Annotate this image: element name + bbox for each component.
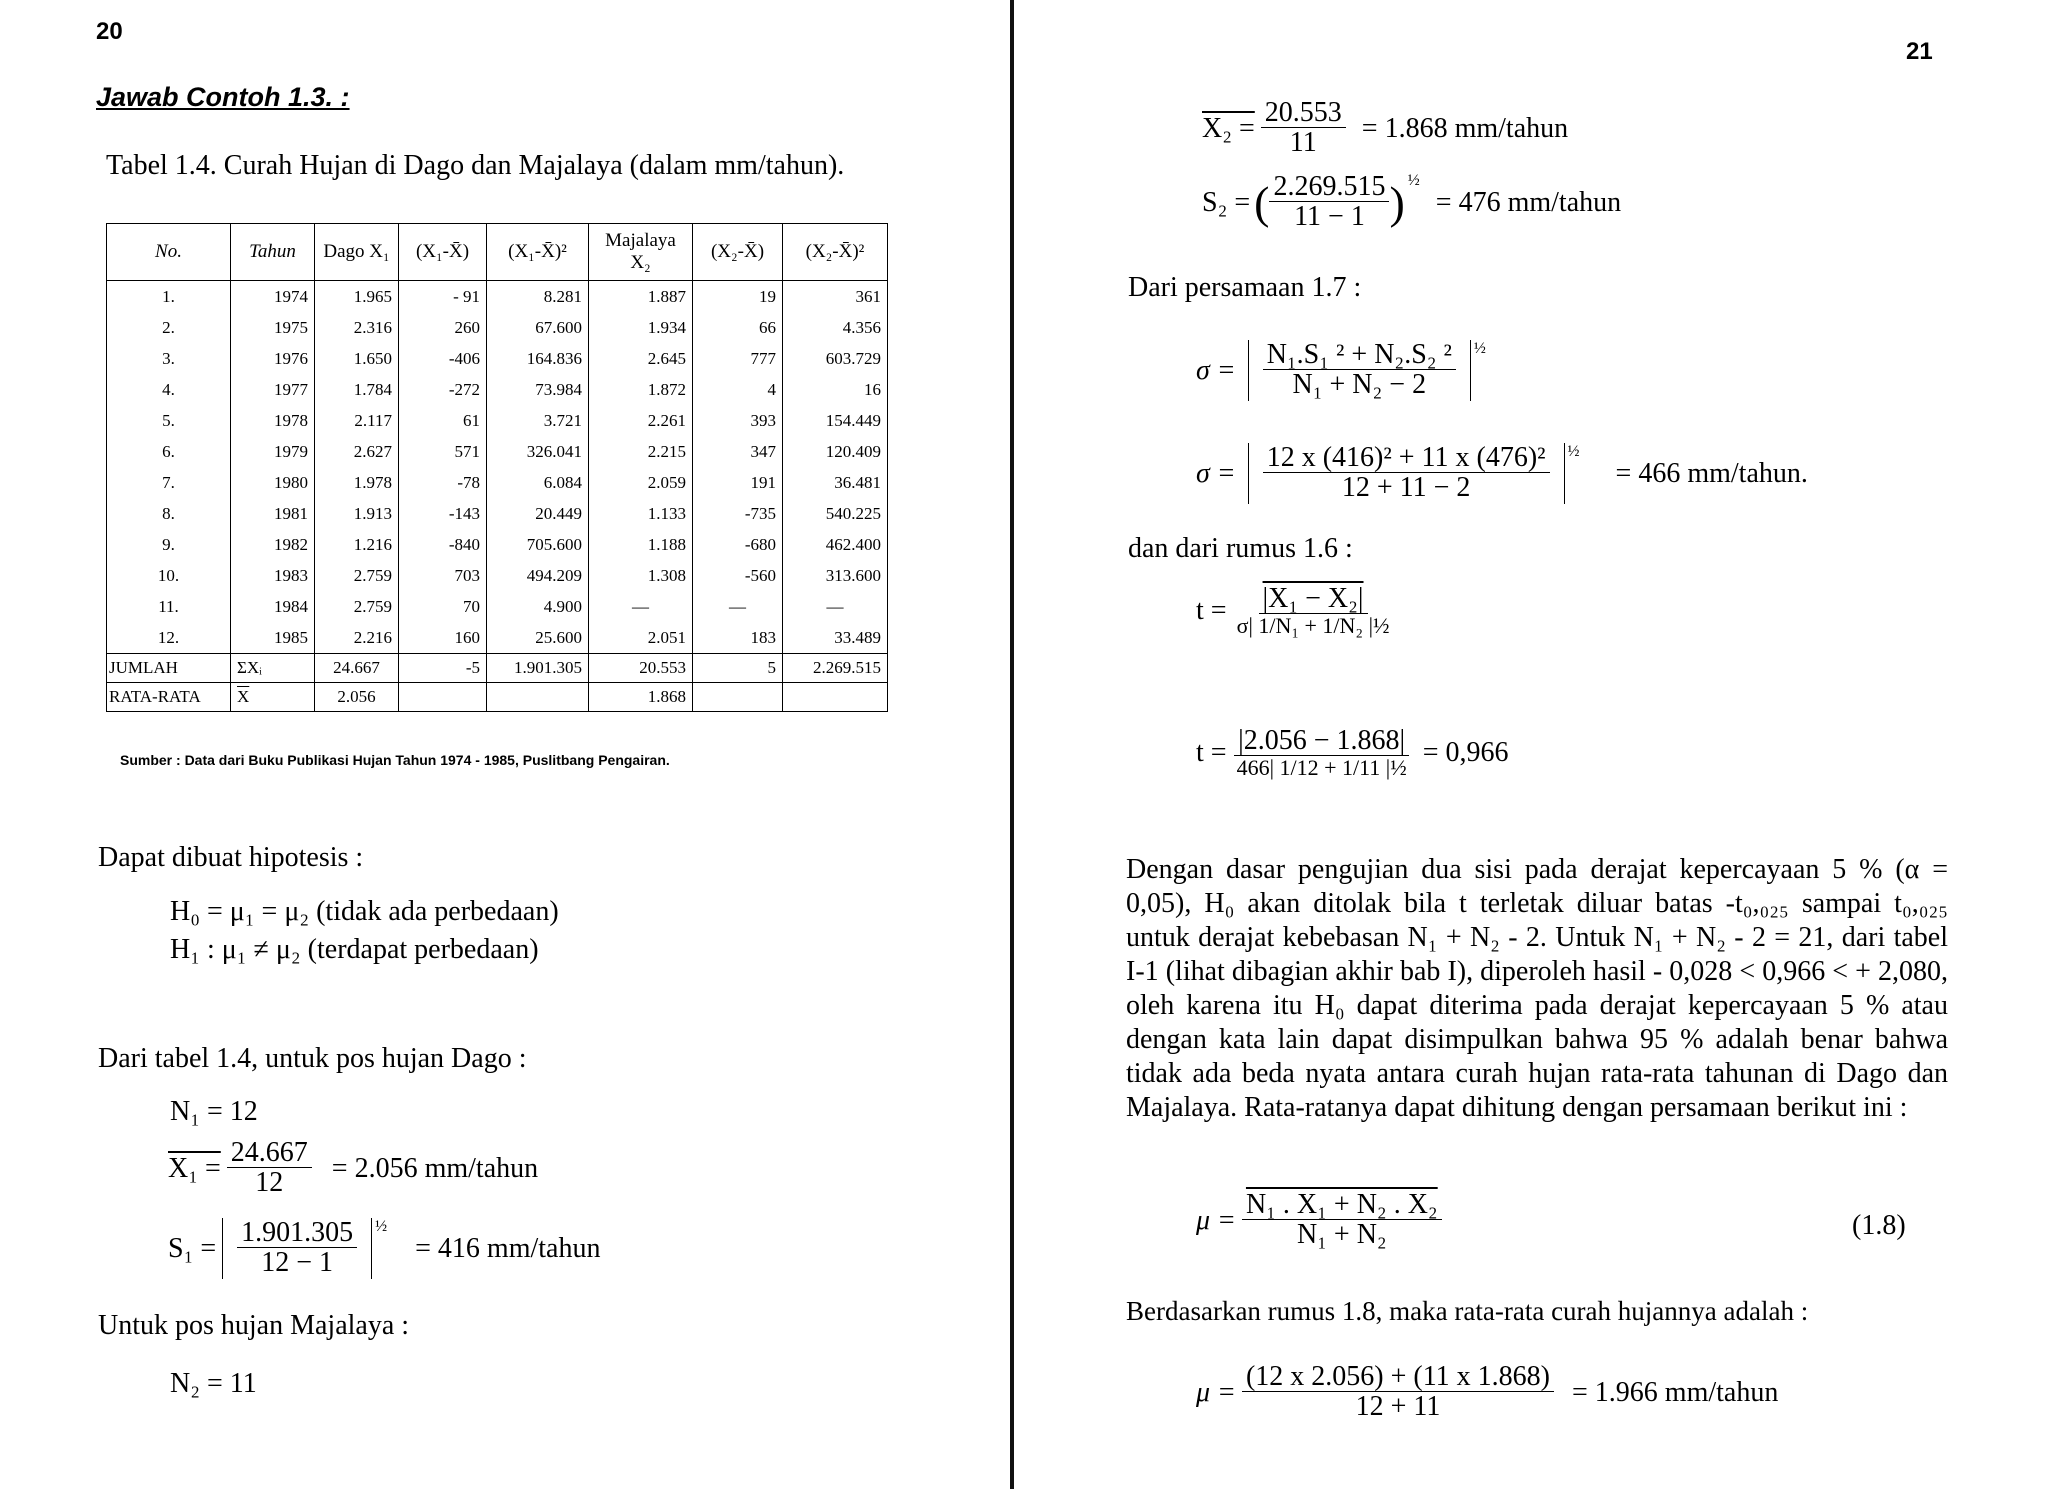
- table-cell: -272: [399, 374, 487, 405]
- table-cell: 7.: [107, 467, 231, 498]
- footer-sq-sum: 1.901.305: [487, 654, 589, 683]
- t-denominator: σ| 1/N₁ + 1/N₂ |½: [1236, 613, 1390, 639]
- table-cell: 5.: [107, 405, 231, 436]
- sigma-numerator: N₁.S₁ ² + N₂.S₂ ²: [1263, 340, 1456, 370]
- s1-exponent: ½: [375, 1218, 388, 1235]
- table-cell: 705.600: [487, 529, 589, 560]
- hypothesis-intro: Dapat dibuat hipotesis :: [98, 842, 364, 873]
- x1-fraction: [227, 1138, 312, 1199]
- table-cell: 12.: [107, 622, 231, 654]
- table-cell: -78: [399, 467, 487, 498]
- mu-numerator: N₁ . X₁ + N₂ . X₂: [1242, 1190, 1442, 1220]
- table-cell: 1.965: [315, 281, 399, 313]
- majalaya-intro: Untuk pos hujan Majalaya :: [98, 1310, 410, 1341]
- table-cell: 9.: [107, 529, 231, 560]
- table-cell: 1974: [231, 281, 315, 313]
- table-cell: 25.600: [487, 622, 589, 654]
- table-cell: 2.627: [315, 436, 399, 467]
- sigma2-numerator: 12 x (416)² + 11 x (476)²: [1263, 443, 1550, 473]
- s2-denominator: 11 − 1: [1294, 201, 1365, 233]
- header-sq2: (X₂-X̄)²: [783, 224, 888, 281]
- t2-fraction: [1233, 726, 1411, 781]
- mu2-numerator: (12 x 2.056) + (11 x 1.868): [1242, 1362, 1554, 1392]
- sigma2-fraction: [1263, 443, 1550, 504]
- table-cell: 1980: [231, 467, 315, 498]
- sigma-fraction: [1263, 340, 1456, 401]
- table-cell: 61: [399, 405, 487, 436]
- footer-empty-2: [487, 683, 589, 712]
- table-cell: 67.600: [487, 312, 589, 343]
- table-cell: 4: [693, 374, 783, 405]
- table-cell: -840: [399, 529, 487, 560]
- t2-lhs: t =: [1196, 737, 1227, 769]
- table-cell: 603.729: [783, 343, 888, 374]
- table-cell: 1983: [231, 560, 315, 591]
- mu-fraction: [1242, 1190, 1442, 1251]
- table-cell: -406: [399, 343, 487, 374]
- mu-formula: [1196, 1190, 1448, 1251]
- t-numeric-equation: [1196, 726, 1509, 781]
- t-fraction: [1233, 584, 1394, 639]
- header-majalaya: Majalaya X₂: [589, 224, 693, 281]
- footer-symbol-mean: $\overline{X}$: [231, 683, 315, 712]
- t-numerator: |X₁ − X₂|: [1259, 584, 1368, 614]
- table-cell: 6.084: [487, 467, 589, 498]
- table-cell: 154.449: [783, 405, 888, 436]
- header-dev2: (X₂-X̄): [693, 224, 783, 281]
- mu2-fraction: [1242, 1362, 1554, 1423]
- footer-symbol-sum: ΣXᵢ: [231, 654, 315, 683]
- mu2-lhs: μ =: [1196, 1376, 1236, 1408]
- table-cell: - 91: [399, 281, 487, 313]
- table-cell: 160: [399, 622, 487, 654]
- t2-denominator: 466| 1/12 + 1/11 |½: [1236, 755, 1407, 781]
- footer-sq2-sum: 2.269.515: [783, 654, 888, 683]
- hypothesis-h0: H₀ = μ₁ = μ₂ (tidak ada perbedaan): [170, 896, 559, 927]
- x1-lhs: X₁ =: [168, 1152, 221, 1184]
- s2-lhs: S₂ =: [1202, 186, 1251, 218]
- table-row: [107, 560, 888, 591]
- sigma-denominator: N₁ + N₂ − 2: [1292, 369, 1427, 401]
- table-footer-row: [107, 654, 888, 683]
- table-row: [107, 436, 888, 467]
- table-row: [107, 622, 888, 654]
- table-header-row: [107, 224, 888, 281]
- footer-dago-mean: 2.056: [315, 683, 399, 712]
- footer-empty-1: [399, 683, 487, 712]
- table-cell: 120.409: [783, 436, 888, 467]
- table-cell: 462.400: [783, 529, 888, 560]
- t2-result: = 0,966: [1422, 737, 1509, 769]
- table-cell: 260: [399, 312, 487, 343]
- table-cell: 2.059: [589, 467, 693, 498]
- table-cell: 1.188: [589, 529, 693, 560]
- table-cell: 1.978: [315, 467, 399, 498]
- header-dago: Dago X₁: [315, 224, 399, 281]
- mean-dago-equation: [168, 1138, 538, 1199]
- table-cell: 4.900: [487, 591, 589, 622]
- table-cell: 361: [783, 281, 888, 313]
- std-dago-equation: [168, 1218, 600, 1279]
- table-cell: 1.: [107, 281, 231, 313]
- x1-numerator: 24.667: [227, 1138, 312, 1168]
- table-cell: 2.215: [589, 436, 693, 467]
- table-cell: -560: [693, 560, 783, 591]
- book-spine: [1010, 0, 1014, 1489]
- conclusion-paragraph: Dengan dasar pengujian dua sisi pada derajat kepercayaan 5 % (α = 0,05), H₀ akan ditolak bila t terletak diluar batas -t₀,₀₂₅ sampai t₀,₀₂₅ untuk derajat kebebasan N₁ + N₂ - 2. Untuk N₁ + N₂ - 2 = 21, dari tabel I-1 (lihat dibagian akhir bab I), diperoleh hasil - 0,028 < 0,966 < + 2,080, oleh karena itu H₀ dapat diterima pada derajat kepercayaan 5 % atau dengan kata lain dapat disimpulkan bahwa 95 % adalah benar bahwa tidak ada beda nyata antara curah hujan rata-rata tahunan di Dago dan Majalaya. Rata-ratanya dapat dihitung dengan persamaan berikut ini :: [1126, 854, 1948, 1123]
- table-cell: 2.: [107, 312, 231, 343]
- footer-dago-sum: 24.667: [315, 654, 399, 683]
- footer-empty-3: [693, 683, 783, 712]
- sigma-exponent: ½: [1473, 340, 1486, 357]
- t-lhs: t =: [1196, 595, 1227, 627]
- table-cell: 3.: [107, 343, 231, 374]
- sigma2-denominator: 12 + 11 − 2: [1341, 472, 1471, 504]
- table-cell: 1984: [231, 591, 315, 622]
- answer-heading: Jawab Contoh 1.3. :: [96, 82, 350, 112]
- table-cell: 1976: [231, 343, 315, 374]
- table-cell: —: [693, 591, 783, 622]
- table-cell: 19: [693, 281, 783, 313]
- table-cell: 36.481: [783, 467, 888, 498]
- table-cell: 1981: [231, 498, 315, 529]
- s1-abs-bars: [222, 1218, 372, 1279]
- page-number-right: 21: [1906, 38, 1933, 65]
- std-majalaya-equation: [1202, 172, 1621, 233]
- table-cell: 1977: [231, 374, 315, 405]
- table-cell: 11.: [107, 591, 231, 622]
- x2-fraction: [1261, 98, 1346, 159]
- table-row: [107, 498, 888, 529]
- sigma-numeric-equation: [1196, 443, 1808, 504]
- mean-majalaya-equation: [1202, 98, 1568, 159]
- table-cell: 66: [693, 312, 783, 343]
- table-cell: 70: [399, 591, 487, 622]
- table-cell: 73.984: [487, 374, 589, 405]
- table-cell: 1985: [231, 622, 315, 654]
- footer-maja-sum: 20.553: [589, 654, 693, 683]
- hypothesis-h1: H₁ : μ₁ ≠ μ₂ (terdapat perbedaan): [170, 934, 539, 965]
- table-cell: 1979: [231, 436, 315, 467]
- t2-numerator: |2.056 − 1.868|: [1234, 726, 1409, 756]
- sigma2-abs-bars: [1248, 443, 1565, 504]
- table-cell: 777: [693, 343, 783, 374]
- table-cell: 20.449: [487, 498, 589, 529]
- eq16-intro: dan dari rumus 1.6 :: [1128, 533, 1353, 564]
- table-cell: 1.650: [315, 343, 399, 374]
- mu2-denominator: 12 + 11: [1355, 1391, 1441, 1423]
- table-cell: 33.489: [783, 622, 888, 654]
- table-cell: 8.281: [487, 281, 589, 313]
- sigma-abs-bars: [1248, 340, 1471, 401]
- s2-paren-close: ): [1389, 177, 1405, 229]
- footer-maja-mean: 1.868: [589, 683, 693, 712]
- header-dev1: (X₁-X̄): [399, 224, 487, 281]
- table-cell: 2.261: [589, 405, 693, 436]
- rainfall-table: [106, 223, 888, 712]
- table-cell: 1.784: [315, 374, 399, 405]
- s2-paren-open: (: [1254, 177, 1270, 229]
- table-cell: 1.133: [589, 498, 693, 529]
- table-cell: 326.041: [487, 436, 589, 467]
- footer-label-sum: JUMLAH: [107, 654, 231, 683]
- mu-numeric-equation: [1196, 1362, 1778, 1423]
- table-cell: 1.308: [589, 560, 693, 591]
- footer-empty-4: [783, 683, 888, 712]
- table-cell: 1978: [231, 405, 315, 436]
- table-footer-mean-row: [107, 683, 888, 712]
- s1-lhs: S₁ =: [168, 1232, 217, 1264]
- x1-result: = 2.056 mm/tahun: [331, 1152, 539, 1184]
- s2-fraction: [1269, 172, 1389, 233]
- n1-equation: N₁ = 12: [170, 1096, 258, 1127]
- table-cell: 10.: [107, 560, 231, 591]
- dago-intro: Dari tabel 1.4, untuk pos hujan Dago :: [98, 1043, 527, 1074]
- table-cell: 2.216: [315, 622, 399, 654]
- table-row: [107, 343, 888, 374]
- sigma2-exponent: ½: [1567, 443, 1580, 460]
- table-row: [107, 591, 888, 622]
- table-row: [107, 281, 888, 313]
- table-cell: 1982: [231, 529, 315, 560]
- t-general-equation: [1196, 584, 1400, 639]
- s1-result: = 416 mm/tahun: [415, 1232, 601, 1264]
- table-source: Sumber : Data dari Buku Publikasi Hujan Tahun 1974 - 1985, Puslitbang Pengairan.: [120, 752, 670, 768]
- s2-numerator: 2.269.515: [1269, 172, 1389, 202]
- table-cell: 1975: [231, 312, 315, 343]
- s1-fraction: [237, 1218, 357, 1279]
- table-row: [107, 529, 888, 560]
- table-cell: 2.645: [589, 343, 693, 374]
- footer-dev-sum: -5: [399, 654, 487, 683]
- table-cell: 540.225: [783, 498, 888, 529]
- x2-result: = 1.868 mm/tahun: [1361, 112, 1569, 144]
- table-cell: 1.913: [315, 498, 399, 529]
- table-cell: -735: [693, 498, 783, 529]
- x2-numerator: 20.553: [1261, 98, 1346, 128]
- s2-result: = 476 mm/tahun: [1435, 186, 1622, 218]
- table-row: [107, 312, 888, 343]
- table-cell: 6.: [107, 436, 231, 467]
- eq18-intro: Berdasarkan rumus 1.8, maka rata-rata curah hujannya adalah :: [1126, 1296, 1809, 1326]
- table-cell: 16: [783, 374, 888, 405]
- s1-numerator: 1.901.305: [237, 1218, 357, 1248]
- table-body: [107, 281, 888, 654]
- table-cell: 393: [693, 405, 783, 436]
- table-cell: -143: [399, 498, 487, 529]
- table-cell: 4.: [107, 374, 231, 405]
- table-cell: 191: [693, 467, 783, 498]
- table-cell: 1.872: [589, 374, 693, 405]
- footer-label-mean: RATA-RATA: [107, 683, 231, 712]
- sigma-lhs: σ =: [1196, 354, 1236, 386]
- table-cell: 2.117: [315, 405, 399, 436]
- table-cell: 3.721: [487, 405, 589, 436]
- table-cell: 1.216: [315, 529, 399, 560]
- n2-equation: N₂ = 11: [170, 1368, 257, 1399]
- page-number-left: 20: [96, 18, 123, 45]
- table-cell: 183: [693, 622, 783, 654]
- header-no: No.: [107, 224, 231, 281]
- table-cell: 2.316: [315, 312, 399, 343]
- table-cell: 2.051: [589, 622, 693, 654]
- table-row: [107, 405, 888, 436]
- mu-denominator: N₁ + N₂: [1296, 1219, 1387, 1251]
- table-cell: 2.759: [315, 560, 399, 591]
- table-cell: 2.759: [315, 591, 399, 622]
- x2-denominator: 11: [1289, 127, 1317, 159]
- table-cell: 164.836: [487, 343, 589, 374]
- table-cell: —: [783, 591, 888, 622]
- header-sq1: (X₁-X̄)²: [487, 224, 589, 281]
- s1-denominator: 12 − 1: [261, 1247, 334, 1279]
- table-cell: 4.356: [783, 312, 888, 343]
- sigma-general-equation: [1196, 340, 1486, 401]
- table-cell: 571: [399, 436, 487, 467]
- header-year: Tahun: [231, 224, 315, 281]
- sigma2-result: = 466 mm/tahun.: [1615, 457, 1808, 489]
- table-cell: —: [589, 591, 693, 622]
- table-cell: 494.209: [487, 560, 589, 591]
- sigma2-lhs: σ =: [1196, 457, 1236, 489]
- table-cell: 1.934: [589, 312, 693, 343]
- table-row: [107, 467, 888, 498]
- table-cell: 703: [399, 560, 487, 591]
- table-cell: 1.887: [589, 281, 693, 313]
- x1-denominator: 12: [255, 1167, 284, 1199]
- table-cell: 8.: [107, 498, 231, 529]
- eq17-intro: Dari persamaan 1.7 :: [1128, 272, 1362, 303]
- x2-lhs: X₂ =: [1202, 112, 1255, 144]
- table-caption: Tabel 1.4. Curah Hujan di Dago dan Majalaya (dalam mm/tahun).: [106, 150, 845, 181]
- s2-exponent: ½: [1407, 172, 1420, 189]
- equation-number: (1.8): [1852, 1210, 1906, 1241]
- table-row: [107, 374, 888, 405]
- table-cell: -680: [693, 529, 783, 560]
- mu2-result: = 1.966 mm/tahun: [1572, 1376, 1779, 1408]
- mu-lhs: μ =: [1196, 1204, 1236, 1236]
- table-cell: 347: [693, 436, 783, 467]
- table-cell: 313.600: [783, 560, 888, 591]
- footer-dev2-sum: 5: [693, 654, 783, 683]
